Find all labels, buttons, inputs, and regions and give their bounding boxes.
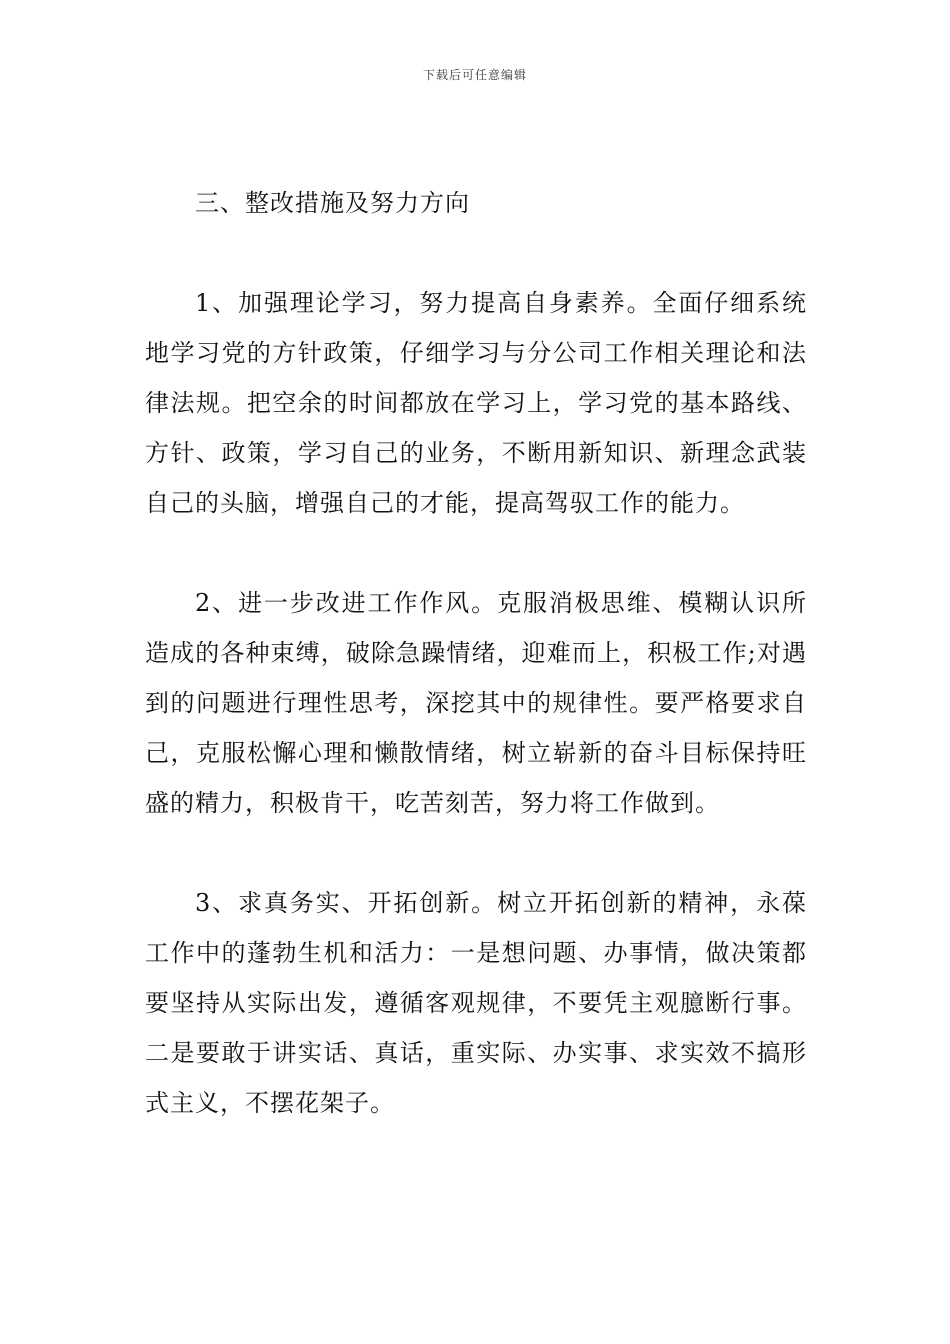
section-heading: 三、整改措施及努力方向 [195,189,470,217]
paragraph-1: 1、加强理论学习，努力提高自身素养。全面仔细系统地学习党的方针政策，仔细学习与分公司工作相关理论和法律法规。把空余的时间都放在学习上，学习党的基本路线、方针、政策，学习自己的业务，不断用新知识、新理念武装自己的头脑，增强自己的才能，提高驾驭工作的能力。 [145,289,807,517]
paragraph-2: 2、进一步改进工作作风。克服消极思维、模糊认识所造成的各种束缚，破除急躁情绪，迎难而上，积极工作;对遇到的问题进行理性思考，深挖其中的规律性。要严格要求自己，克服松懈心理和懒散情绪，树立崭新的奋斗目标保持旺盛的精力，积极肯干，吃苦刻苦，努力将工作做到。 [145,589,807,817]
paragraph-3: 3、求真务实、开拓创新。树立开拓创新的精神，永葆工作中的蓬勃生机和活力：一是想问题、办事情，做决策都要坚持从实际出发，遵循客观规律，不要凭主观臆断行事。二是要敢于讲实话、真话，重实际、办实事、求实效不搞形式主义，不摆花架子。 [145,889,807,1117]
document-body [145,178,807,1128]
header-note: 下载后可任意编辑 [422,68,527,82]
